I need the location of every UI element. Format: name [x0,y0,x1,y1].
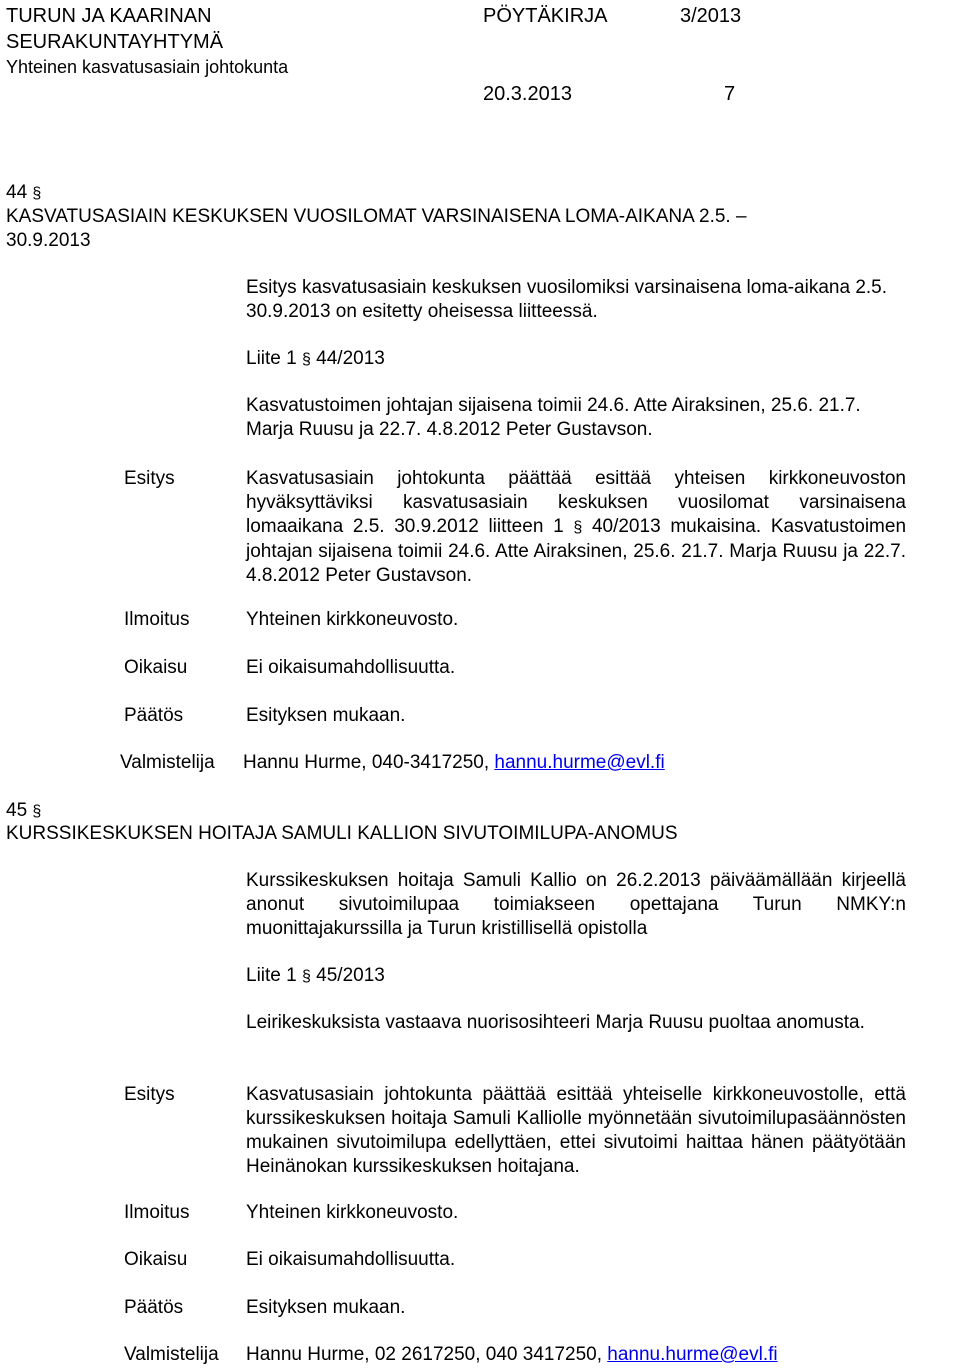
paragraph-sign: § [573,519,583,536]
paragraph-sign: § [32,803,42,820]
section-44-intro: Esitys kasvatusasiain keskuksen vuosilomiksi varsinaisena loma-aikana 2.5. 30.9.2013 on esitetty oheisessa liitteessä. [246,277,888,322]
valmistelija-label: Valmistelija [124,1344,219,1365]
section-45-heading [6,799,41,824]
document-number: 3/2013 [680,5,742,27]
section-45-title: KURSSIKESKUKSEN HOITAJA SAMULI KALLION SIVUTOIMILUPA-ANOMUS [6,823,678,844]
valmistelija-contact [243,751,665,775]
page-number: 7 [724,83,736,105]
paatos-label: Päätös [124,1297,184,1318]
email-link[interactable]: hannu.hurme@evl.fi [494,752,665,773]
section-44-title: KASVATUSASIAIN KESKUKSEN VUOSILOMAT VARSINAISENA LOMA-AIKANA 2.5. – [6,206,747,227]
committee-name: Yhteinen kasvatusasiain johtokunta [6,57,289,77]
attachment-label: Liite 1 [246,965,297,986]
oikaisu-text: Ei oikaisumahdollisuutta. [246,657,456,678]
section-45-attachment [246,964,385,989]
paatos-text: Esityksen mukaan. [246,705,406,726]
organization-name-line2: SEURAKUNTAYHTYMÄ [6,31,224,53]
esitys-text-b: 40/2013 mukaisina. Kasvatustoimen johtajan sijaisena toimii 24.6. Atte Airaksinen, 25.6. 21.7. Marja Ruusu ja 22.7. 4.8.2012 Peter Gustavson. [246,516,907,586]
attachment-ref: 44/2013 [316,348,385,369]
oikaisu-text: Ei oikaisumahdollisuutta. [246,1249,456,1270]
esitys-label: Esitys [124,1084,175,1105]
organization-name: TURUN JA KAARINAN [6,5,212,27]
ilmoitus-label: Ilmoitus [124,609,190,630]
esitys-label: Esitys [124,468,175,489]
section-number: 44 [6,182,28,203]
section-44-title-cont: 30.9.2013 [6,230,91,251]
paatos-label: Päätös [124,705,184,726]
section-45-statement: Leirikeskuksista vastaava nuorisosihteeri Marja Ruusu puoltaa anomusta. [246,1012,865,1033]
ilmoitus-label: Ilmoitus [124,1202,190,1223]
oikaisu-label: Oikaisu [124,1249,188,1270]
valmistelija-text: Hannu Hurme, 040-3417250, [243,752,490,773]
oikaisu-label: Oikaisu [124,657,188,678]
esitys-text: Kasvatusasiain johtokunta päättää esittää yhteiselle kirkkoneuvostolle, että kurssikeskuksen hoitaja Samuli Kalliolle myönnetään sivutoimilupasäännösten mukainen sivutoimilupa edellyttäen, ettei sivutoimi haittaa hänen päätyötään Heinänokan kurssikeskuksen hoitajana. [246,1084,906,1177]
section-44-substitution: Kasvatustoimen johtajan sijaisena toimii 24.6. Atte Airaksinen, 25.6. 21.7. Marja Ruusu ja 22.7. 4.8.2012 Peter Gustavson. [246,395,861,440]
section-44-heading [6,181,41,206]
ilmoitus-text: Yhteinen kirkkoneuvosto. [246,609,459,630]
valmistelija-text: Hannu Hurme, 02 2617250, 040 3417250, [246,1344,602,1365]
email-link[interactable]: hannu.hurme@evl.fi [607,1344,778,1365]
section-44-attachment [246,347,385,372]
attachment-label: Liite 1 [246,348,297,369]
paatos-text: Esityksen mukaan. [246,1297,406,1318]
section-number: 45 [6,800,28,821]
esitys-text [246,467,906,588]
esitys-text-a: Kasvatusasiain johtokunta päättää esittää yhteisen kirkkoneuvoston hyväksyttäviksi kasvatusasiain keskuksen vuosilomat varsinaisena lomaaikana 2.5. 30.9.2012 liitteen 1 [246,468,906,537]
meeting-date: 20.3.2013 [483,83,572,105]
attachment-ref: 45/2013 [316,965,385,986]
ilmoitus-text: Yhteinen kirkkoneuvosto. [246,1202,459,1223]
valmistelija-contact [246,1343,778,1367]
valmistelija-label: Valmistelija [120,752,215,773]
paragraph-sign: § [301,351,311,368]
paragraph-sign: § [32,185,42,202]
section-45-intro: Kurssikeskuksen hoitaja Samuli Kallio on 26.2.2013 päiväämällään kirjeellä anonut sivutoimilupaa toimiakseen opettajana Turun NMKY:n muonittajakurssilla ja Turun kristillisellä opistolla [246,870,906,939]
document-type: PÖYTÄKIRJA [483,5,608,27]
paragraph-sign: § [301,968,311,985]
